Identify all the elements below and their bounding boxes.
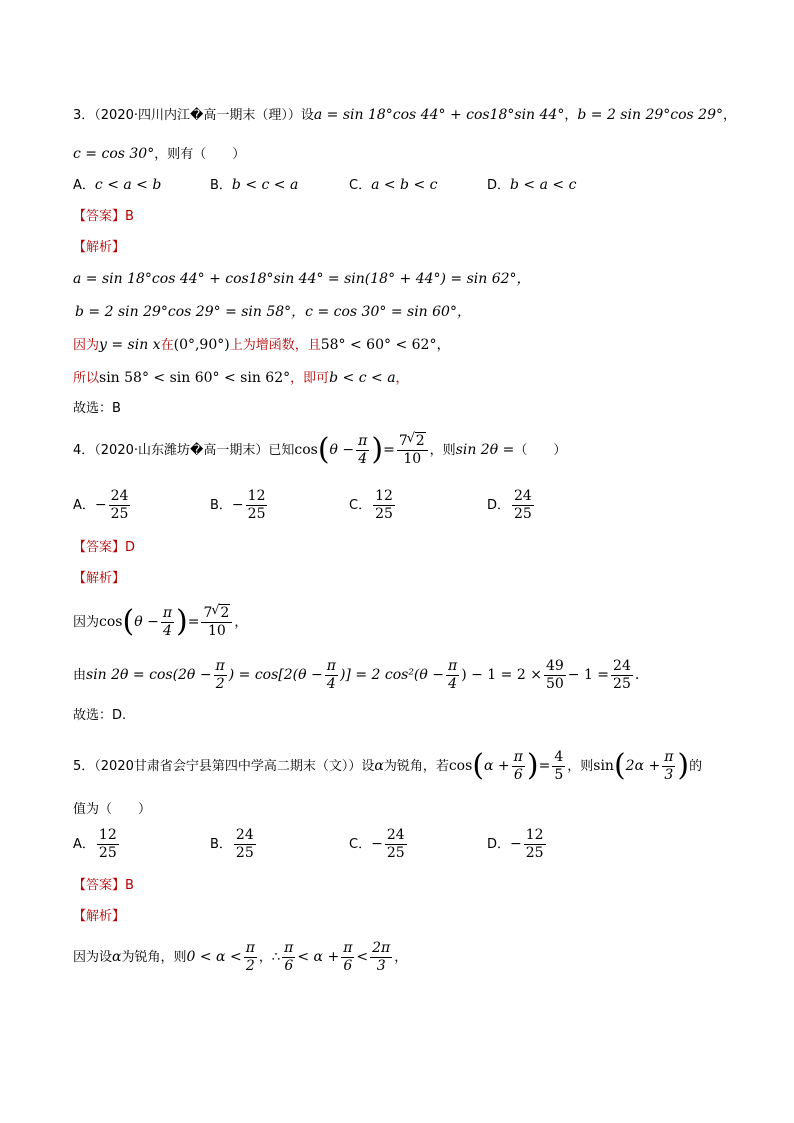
denominator: 50 xyxy=(545,675,564,692)
text: 为锐角，则 xyxy=(121,950,187,966)
sqrt xyxy=(406,431,426,449)
fraction xyxy=(370,941,392,973)
option-letter: A． xyxy=(73,178,95,193)
option-letter: B． xyxy=(210,837,232,853)
option-letter: C． xyxy=(349,178,372,193)
replacement-char-icon: � xyxy=(190,443,204,459)
text: ， xyxy=(234,615,248,631)
numerator: π xyxy=(343,940,353,956)
answer-value: D xyxy=(125,540,136,555)
q3-option-d xyxy=(487,178,576,192)
numerator: π xyxy=(664,749,674,765)
numerator: 24 xyxy=(235,827,254,843)
text: 为锐角，若 xyxy=(383,759,449,775)
q5-option-a xyxy=(73,828,121,860)
q3-analysis-line1: a = sin 18°cos 44° + cos18°sin 44° = sin(18° + 44°) = sin 62°， xyxy=(73,271,531,287)
text: 因为设 xyxy=(73,950,113,966)
fraction xyxy=(512,750,525,782)
fraction xyxy=(512,489,534,521)
denominator: 4 xyxy=(326,675,336,692)
radicand: 2 xyxy=(415,433,425,449)
q3-conclusion: 故选：B xyxy=(73,401,121,416)
fraction xyxy=(282,941,295,973)
option-text: c < a < b xyxy=(94,177,162,193)
text: 的 xyxy=(689,759,703,775)
q5-analysis-line1 xyxy=(73,941,407,973)
analysis-label: 【解析】 xyxy=(73,909,126,924)
math: α xyxy=(112,949,122,966)
numerator: 2π xyxy=(372,940,391,956)
numerator: π xyxy=(245,940,255,956)
q3-option-a xyxy=(73,178,161,192)
numerator: π xyxy=(215,658,225,674)
analysis-label: 【解析】 xyxy=(73,240,126,255)
text: ，即可 xyxy=(290,371,330,386)
numerator: 4 xyxy=(554,749,564,765)
denominator: 6 xyxy=(284,957,294,974)
option-sign: − xyxy=(231,497,244,514)
paren-right-icon: ) xyxy=(371,432,384,468)
answer-value: B xyxy=(125,878,134,893)
answer-value: B xyxy=(125,209,134,224)
math: . xyxy=(634,667,640,684)
numerator: 24 xyxy=(514,488,532,504)
q3-source-tail: 高一期末（理））设 xyxy=(203,108,314,123)
text: （ ） xyxy=(514,443,567,459)
q3-analysis-line4 xyxy=(73,371,409,385)
option-letter: B． xyxy=(210,178,232,193)
q5-analysis-label xyxy=(73,909,125,923)
paren-left-icon: ( xyxy=(122,604,135,640)
text: ，则 xyxy=(567,759,594,775)
q5-answer xyxy=(73,878,134,892)
text: ，∴ xyxy=(258,950,281,966)
option-letter: C． xyxy=(349,498,372,514)
math: (0°,90°) xyxy=(173,337,230,353)
fraction xyxy=(373,489,395,521)
q4-option-a xyxy=(73,489,132,521)
fraction xyxy=(524,828,546,860)
text: 所以 xyxy=(73,371,100,386)
q4-source: 4．（2020·山东潍坊 xyxy=(73,443,190,459)
radical-icon: √ xyxy=(406,431,416,446)
paren-right-icon: ) xyxy=(176,604,188,640)
math: y = sin x xyxy=(99,337,161,353)
numerator: 7 xyxy=(203,605,213,621)
denominator: 25 xyxy=(247,505,266,522)
answer-label: 【答案】 xyxy=(73,540,126,555)
fraction xyxy=(214,659,227,691)
fraction xyxy=(325,659,338,691)
q3-question: ，则有（ ） xyxy=(154,147,246,162)
paren-left-icon: ( xyxy=(613,748,626,784)
q4-option-d xyxy=(487,489,536,521)
denominator: 4 xyxy=(448,675,458,692)
math: cos xyxy=(294,442,318,459)
denominator: 25 xyxy=(386,844,405,861)
q4-option-c xyxy=(349,489,397,521)
fraction xyxy=(161,606,174,638)
denominator: 25 xyxy=(98,844,117,861)
denominator: 25 xyxy=(235,844,254,861)
q4-source-tail: 高一期末）已知 xyxy=(203,443,295,459)
replacement-char-icon: � xyxy=(190,108,204,123)
q4-stem xyxy=(73,431,567,468)
math: < xyxy=(356,949,369,966)
denominator: 6 xyxy=(343,957,353,974)
q3-analysis-line2: b = 2 sin 29°cos 29° = sin 58°，c = cos 30° = sin 60°， xyxy=(75,304,471,320)
denominator: 25 xyxy=(514,505,532,522)
fraction xyxy=(544,659,566,691)
numerator: 12 xyxy=(525,827,544,843)
math: α + xyxy=(484,758,510,775)
radicand: 2 xyxy=(220,605,230,621)
q3-stem-line1 xyxy=(73,108,736,122)
q3-def-a: a = sin 18°cos 44° + cos18°sin 44° xyxy=(313,107,565,123)
paren-right-icon: ) xyxy=(677,748,690,784)
math: = xyxy=(187,614,200,631)
option-text: b < c < a xyxy=(231,177,299,193)
text: ，则 xyxy=(429,443,456,459)
q4-analysis-line2 xyxy=(73,659,639,691)
fraction xyxy=(341,941,354,973)
numerator: 24 xyxy=(386,827,405,843)
text: ， xyxy=(395,371,409,386)
q3-answer xyxy=(73,209,134,223)
denominator: 25 xyxy=(110,505,129,522)
numerator: π xyxy=(513,749,523,765)
numerator: π xyxy=(358,433,368,449)
answer-label: 【答案】 xyxy=(73,209,126,224)
numerator: π xyxy=(284,940,294,956)
answer-label: 【答案】 xyxy=(73,878,126,893)
fraction xyxy=(246,489,268,521)
numerator: 7 xyxy=(398,433,408,449)
q5-stem-line1 xyxy=(73,750,702,782)
denominator: 3 xyxy=(664,766,674,783)
math: 0 < α < xyxy=(186,949,242,966)
numerator: π xyxy=(448,658,458,674)
numerator: 12 xyxy=(98,827,117,843)
q5-options xyxy=(0,828,794,868)
fraction xyxy=(234,828,256,860)
q3-option-b xyxy=(210,178,298,192)
option-text: a < b < c xyxy=(371,177,438,193)
paren-left-icon: ( xyxy=(472,748,485,784)
text: 上为增函数，且 xyxy=(229,338,321,353)
denominator: 2 xyxy=(245,957,255,974)
fraction xyxy=(611,659,633,691)
q3-sep: ， xyxy=(722,108,736,123)
math: sin 58° < sin 60° < sin 62° xyxy=(99,370,291,386)
q3-stem-line2 xyxy=(73,147,245,161)
option-sign: − xyxy=(371,836,383,853)
math: = xyxy=(383,442,395,459)
q3-analysis-line3 xyxy=(73,338,450,352)
q4-option-b xyxy=(210,489,269,521)
fraction xyxy=(109,489,131,521)
option-text: b < a < c xyxy=(510,177,577,193)
text: 因为 xyxy=(73,338,100,353)
denominator: 6 xyxy=(513,766,523,783)
paren-left-icon: ( xyxy=(317,432,330,468)
analysis-label: 【解析】 xyxy=(73,571,126,586)
fraction xyxy=(356,434,369,466)
fraction xyxy=(244,941,257,973)
math: ) − 1 = 2 × xyxy=(461,667,542,684)
option-letter: D． xyxy=(487,498,511,514)
numerator: π xyxy=(326,658,336,674)
option-letter: D． xyxy=(487,178,511,193)
q4-options xyxy=(0,489,794,529)
denominator: 4 xyxy=(358,450,368,467)
numerator: 12 xyxy=(247,488,266,504)
denominator: 3 xyxy=(376,957,386,974)
fraction xyxy=(552,750,565,782)
q3-analysis-label xyxy=(73,240,125,254)
numerator: 24 xyxy=(613,658,631,674)
numerator: 49 xyxy=(545,658,564,674)
denominator: 25 xyxy=(375,505,393,522)
q4-answer xyxy=(73,540,135,554)
denominator: 10 xyxy=(207,622,226,639)
fraction xyxy=(662,750,675,782)
q5-option-b xyxy=(210,828,258,860)
option-letter: B． xyxy=(210,498,232,514)
option-sign: − xyxy=(510,836,522,853)
math: = xyxy=(538,758,551,775)
sqrt xyxy=(211,603,230,621)
math: sin 2θ = cos(2θ − xyxy=(86,667,212,684)
math: )] = 2 cos²(θ − xyxy=(339,667,445,684)
math: 2α + xyxy=(625,758,661,775)
math: sin 2θ = xyxy=(455,442,515,459)
math: cos xyxy=(99,614,123,631)
denominator: 25 xyxy=(525,844,544,861)
math: − 1 = xyxy=(567,667,610,684)
fraction xyxy=(97,828,119,860)
denominator: 4 xyxy=(162,622,172,639)
denominator: 25 xyxy=(613,675,631,692)
option-letter: A． xyxy=(73,498,95,514)
q3-def-b: b = 2 sin 29°cos 29° xyxy=(577,107,723,123)
math: b < c < a xyxy=(329,370,396,386)
option-letter: C． xyxy=(349,837,372,853)
numerator: 24 xyxy=(110,488,129,504)
math: θ − xyxy=(329,442,355,459)
math: < α + xyxy=(297,949,340,966)
q3-sep: ， xyxy=(564,108,578,123)
numerator: 12 xyxy=(375,488,393,504)
text: ， xyxy=(394,950,408,966)
math: cos xyxy=(448,758,473,775)
q4-conclusion: 故选：D. xyxy=(73,708,127,723)
fraction xyxy=(385,828,407,860)
denominator: 5 xyxy=(554,766,564,783)
option-letter: A． xyxy=(73,837,95,853)
text: 在 xyxy=(160,338,174,353)
denominator: 10 xyxy=(403,450,422,467)
text: 因为 xyxy=(73,615,100,631)
math: sin xyxy=(593,758,614,775)
denominator: 2 xyxy=(215,675,225,692)
fraction xyxy=(446,659,459,691)
option-letter: D． xyxy=(487,837,511,853)
q4-analysis-line1 xyxy=(73,603,248,640)
radical-icon: √ xyxy=(211,603,220,618)
q5-option-d xyxy=(487,828,548,860)
q5-stem-line2: 值为（ ） xyxy=(73,802,152,817)
option-sign: − xyxy=(94,497,107,514)
math: α xyxy=(374,758,384,775)
math: 58° < 60° < 62°， xyxy=(320,337,451,353)
q5-source: 5．（2020甘肃省会宁县第四中学高二期末（文））设 xyxy=(73,759,375,775)
q3-options xyxy=(0,178,794,196)
fraction xyxy=(397,431,428,467)
q5-option-c xyxy=(349,828,409,860)
q3-option-c xyxy=(349,178,438,192)
q4-analysis-label xyxy=(73,571,125,585)
text: 由 xyxy=(73,668,87,684)
q3-source: 3．（2020·四川内江 xyxy=(73,108,190,123)
paren-right-icon: ) xyxy=(526,748,539,784)
fraction xyxy=(201,603,232,639)
math: θ − xyxy=(134,614,159,631)
math: ) = cos[2(θ − xyxy=(228,667,323,684)
q3-def-c: c = cos 30° xyxy=(73,146,155,162)
numerator: π xyxy=(162,605,173,621)
